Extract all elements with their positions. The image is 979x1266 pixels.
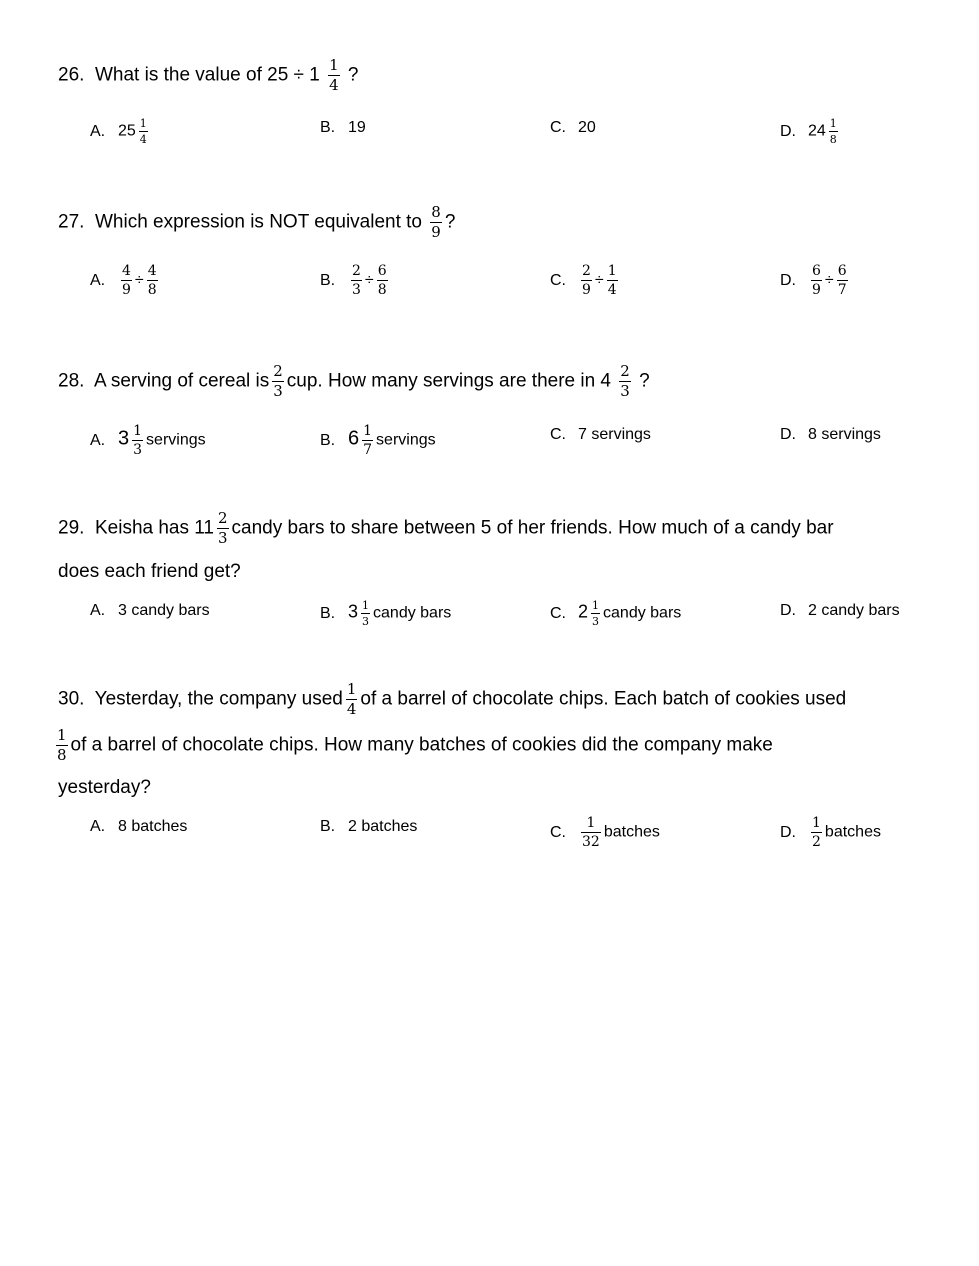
question-27-stem: 27. Which expression is NOT equivalent to $\frac{8}{9}$ ? xyxy=(58,203,456,241)
option-26-d[interactable]: D. 24 $\frac{1}{8}$ xyxy=(780,117,837,146)
option-30-a[interactable]: A. 8 batches xyxy=(90,818,188,835)
option-29-b[interactable]: B. 3 $\frac{1}{3}$ candy bars xyxy=(320,599,452,628)
question-number: 28. xyxy=(58,370,85,392)
question-26-stem: 26. What is the value of 25 ÷ 1 $\frac{1}{4}$ ? xyxy=(58,56,359,94)
option-28-c[interactable]: C. 7 servings xyxy=(550,426,651,443)
option-30-d[interactable]: D. $\frac{1}{2}$ batches xyxy=(780,815,881,850)
question-29-stem: 29. Keisha has 11 $\frac{2}{3}$ candy bars to share between 5 of her friends. How much of a candy bar xyxy=(58,509,834,547)
question-number: 30. xyxy=(58,688,85,710)
question-number: 29. xyxy=(58,517,85,539)
question-30-line3: yesterday? xyxy=(58,777,151,798)
question-number: 27. xyxy=(58,211,85,233)
question-text: What is the value of 25 ÷ 1 xyxy=(94,64,320,86)
question-28-stem: 28. A serving of cereal is $\frac{2}{3}$ cup. How many servings are there in 4 $\frac{2}{3}$ ? xyxy=(58,362,650,400)
option-30-b[interactable]: B. 2 batches xyxy=(320,818,418,835)
question-29-line2: does each friend get? xyxy=(58,561,241,582)
option-28-b[interactable]: B. 6 $\frac{1}{7}$ servings xyxy=(320,423,436,458)
option-27-d[interactable]: D. $\frac{6}{9}$ ÷ $\frac{6}{7}$ xyxy=(780,263,847,298)
question-30-stem: 30. Yesterday, the company used $\frac{1}{4}$ of a barrel of chocolate chips. Each batch of cookies used xyxy=(58,680,847,718)
question-text: Which expression is NOT equivalent to xyxy=(94,211,423,233)
fraction: $\frac{8}{9}$ xyxy=(431,203,441,241)
option-27-c[interactable]: C. $\frac{2}{9}$ ÷ $\frac{1}{4}$ xyxy=(550,263,617,298)
option-26-a[interactable]: A. 25 $\frac{1}{4}$ xyxy=(90,117,147,146)
option-26-b[interactable]: B. 19 xyxy=(320,119,366,136)
option-28-a[interactable]: A. 3 $\frac{1}{3}$ servings xyxy=(90,423,206,458)
option-29-a[interactable]: A. 3 candy bars xyxy=(90,602,210,619)
option-30-c[interactable]: C. $\frac{1}{32}$ batches xyxy=(550,815,660,850)
question-number: 26. xyxy=(58,64,85,86)
option-28-d[interactable]: D. 8 servings xyxy=(780,426,881,443)
option-26-c[interactable]: C. 20 xyxy=(550,119,596,136)
option-29-d[interactable]: D. 2 candy bars xyxy=(780,602,900,619)
option-27-a[interactable]: A. $\frac{4}{9}$ ÷ $\frac{4}{8}$ xyxy=(90,263,157,298)
question-30-line2: $\frac{1}{8}$ of a barrel of chocolate chips. How many batches of cookies did the company make xyxy=(57,726,773,764)
option-29-c[interactable]: C. 2 $\frac{1}{3}$ candy bars xyxy=(550,599,682,628)
option-27-b[interactable]: B. $\frac{2}{3}$ ÷ $\frac{6}{8}$ xyxy=(320,263,387,298)
fraction: $\frac{1}{4}$ xyxy=(329,56,339,94)
